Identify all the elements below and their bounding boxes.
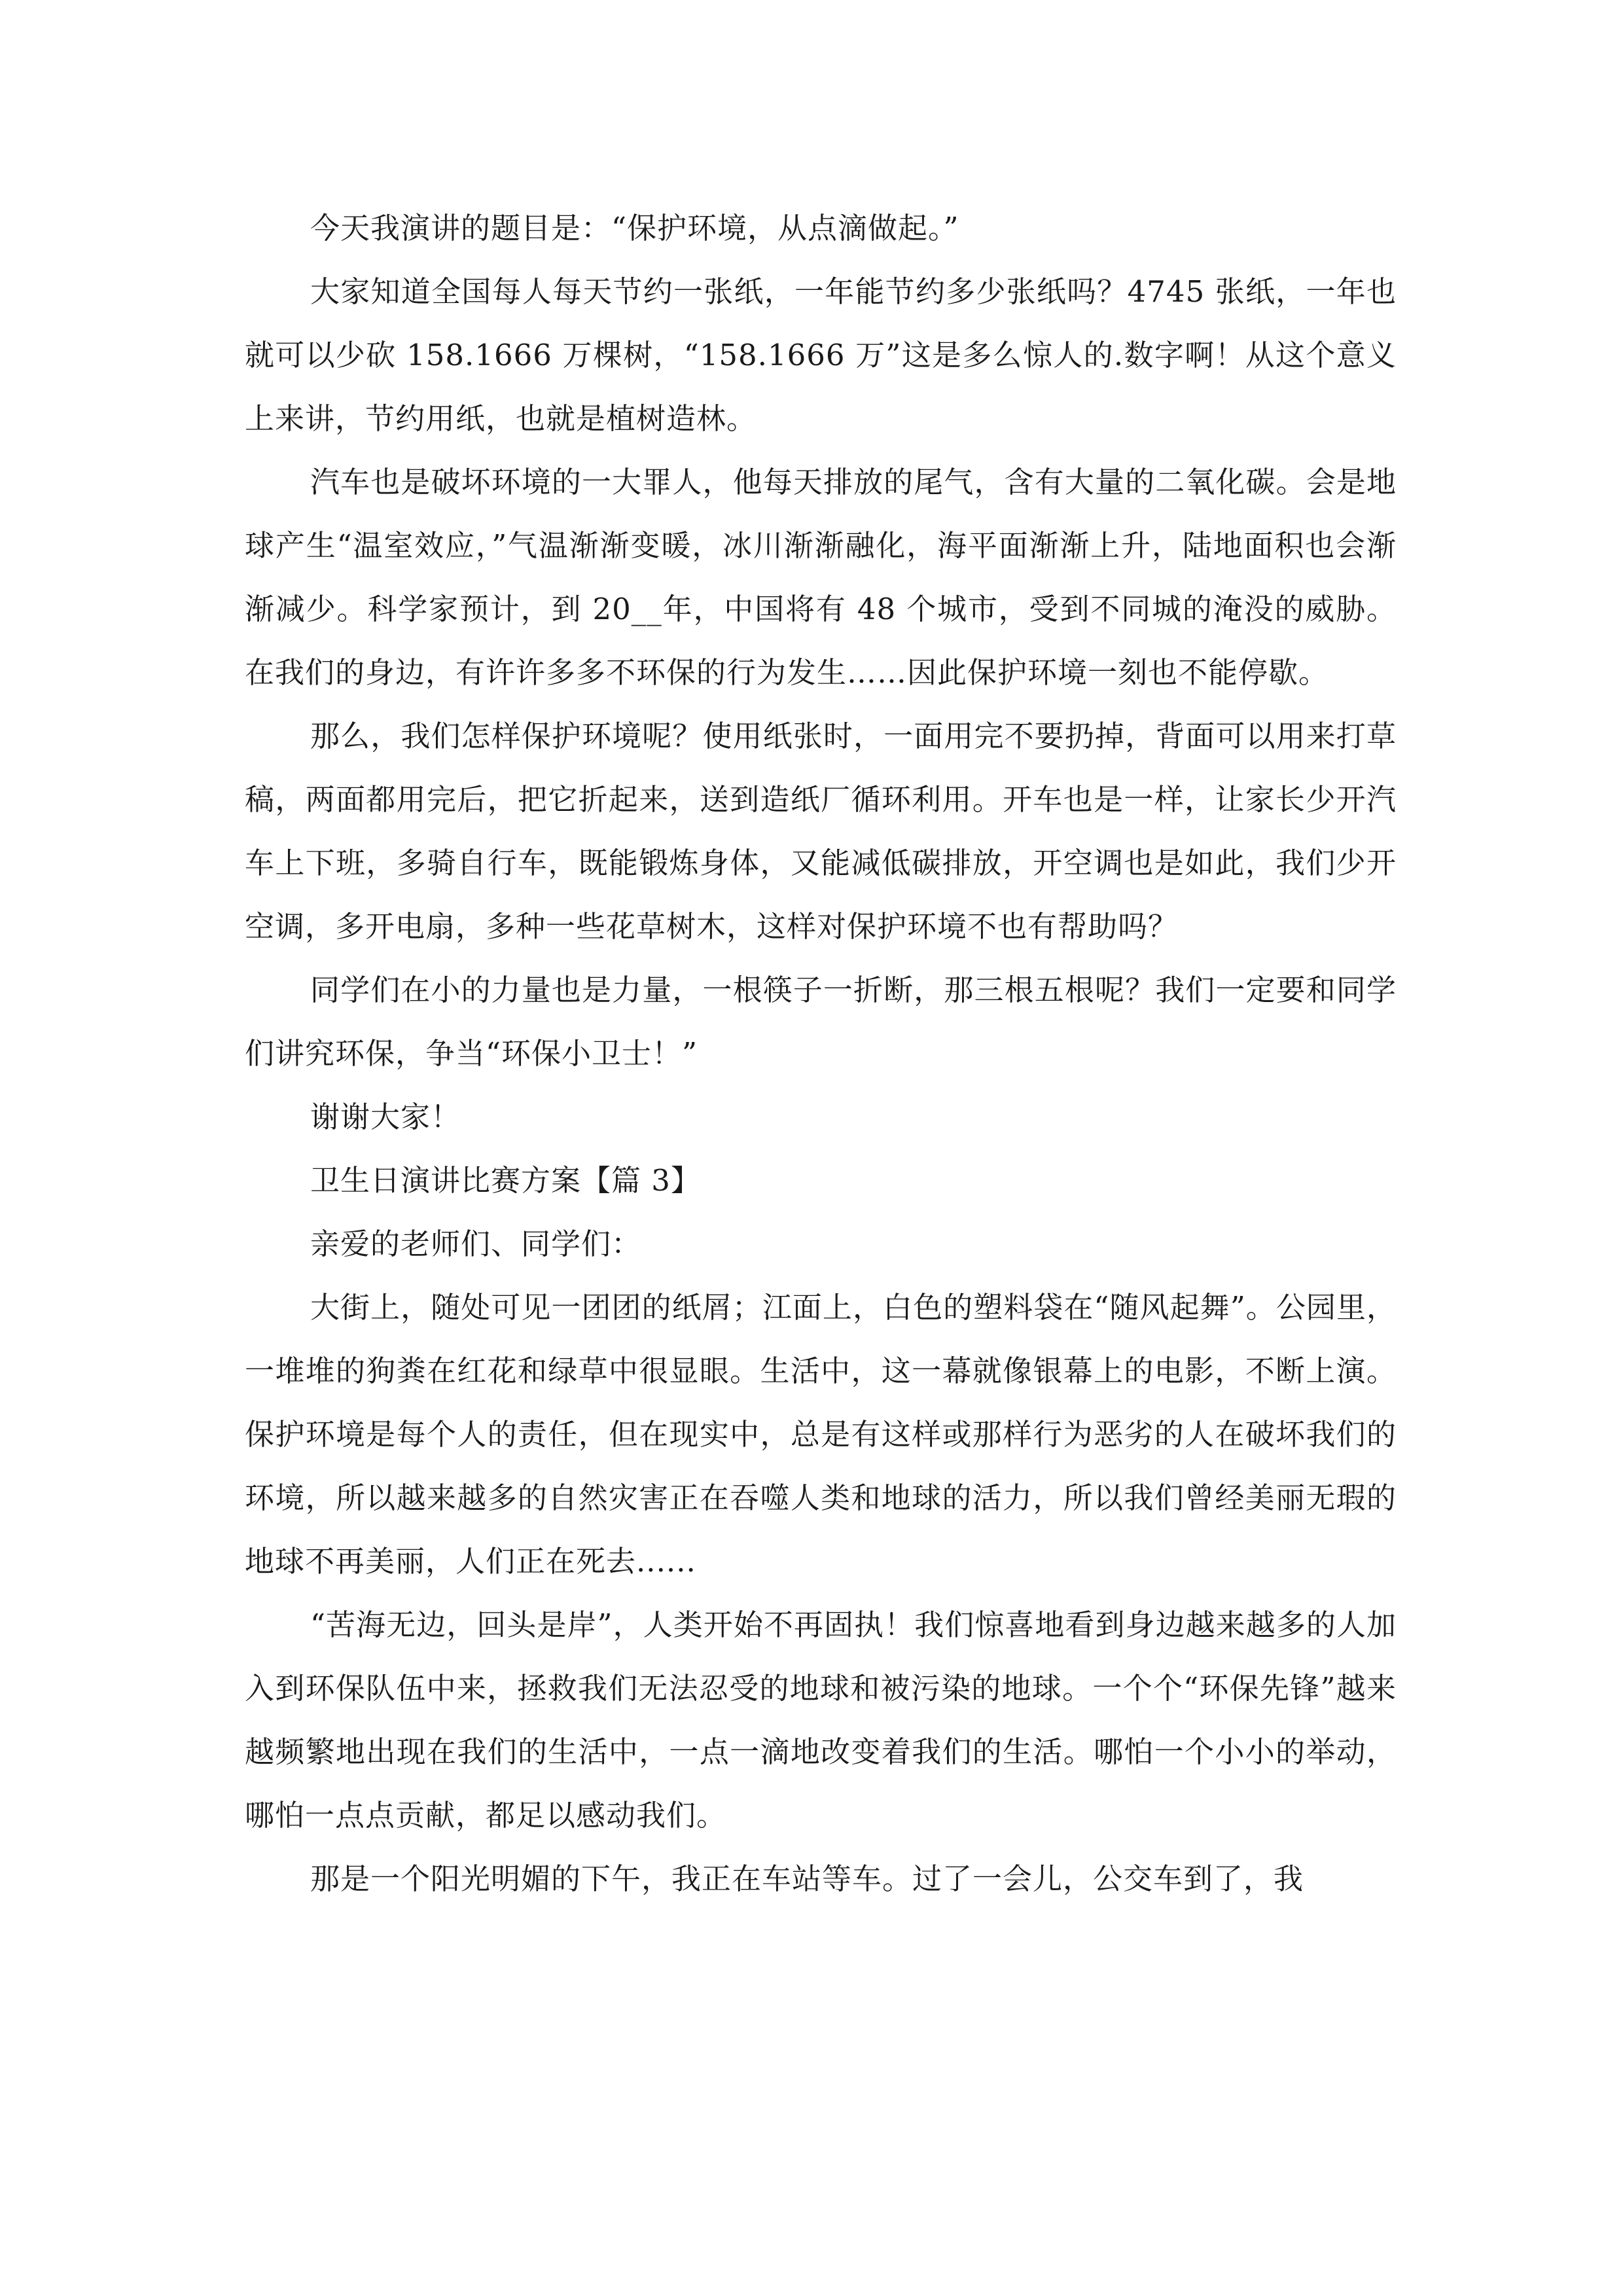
paragraph-car-emissions: 汽车也是破坏环境的一大罪人，他每天排放的尾气，含有大量的二氧化碳。会是地球产生“温室效应，”气温渐渐变暖，冰川渐渐融化，海平面渐渐上升，陆地面积也会渐渐减少。科学家预计，到 20__年，中国将有 48 个城市，受到不同城的淹没的威胁。在我们的身边，有许许多多不环保的行为发生……因此保护环境一刻也不能停歇。 [245,465,1397,690]
document-body [245,196,1397,1910]
paragraph-greeting: 亲爱的老师们、同学们： [310,1227,642,1261]
paragraph-paper-saving: 大家知道全国每人每天节约一张纸，一年能节约多少张纸吗？4745 张纸，一年也就可以少砍 158.1666 万棵树，“158.1666 万”这是多么惊人的.数字啊！从这个意义上来讲，节约用纸，也就是植树造林。 [245,274,1397,436]
paragraph-speech-title: 今天我演讲的题目是：“保护环境，从点滴做起。” [310,211,959,245]
paragraph-sunny-afternoon: 那是一个阳光明媚的下午，我正在车站等车。过了一会儿，公交车到了，我 [310,1861,1304,1896]
paragraph-how-to-protect: 那么，我们怎样保护环境呢？使用纸张时，一面用完不要扔掉，背面可以用来打草稿，两面都用完后，把它折起来，送到造纸厂循环利用。开车也是一样，让家长少开汽车上下班，多骑自行车，既能锻炼身体，又能减低碳排放，开空调也是如此，我们少开空调，多开电扇，多种一些花草树木，这样对保护环境不也有帮助吗？ [245,719,1397,944]
section-heading: 卫生日演讲比赛方案【篇 3】 [310,1163,701,1198]
paragraph-eco-pioneers: “苦海无边，回头是岸”，人类开始不再固执！我们惊喜地看到身边越来越多的人加入到环保队伍中来，拯救我们无法忍受的地球和被污染的地球。一个个“环保先锋”越来越频繁地出现在我们的生活中，一点一滴地改变着我们的生活。哪怕一个小小的举动，哪怕一点点贡献，都足以感动我们。 [245,1607,1397,1833]
paragraph-small-strength: 同学们在小的力量也是力量，一根筷子一折断，那三根五根呢？我们一定要和同学们讲究环保，争当“环保小卫士！” [245,973,1397,1071]
paragraph-street-scene: 大街上，随处可见一团团的纸屑；江面上，白色的塑料袋在“随风起舞”。公园里，一堆堆的狗粪在红花和绿草中很显眼。生活中，这一幕就像银幕上的电影，不断上演。保护环境是每个人的责任，但在现实中，总是有这样或那样行为恶劣的人在破坏我们的环境，所以越来越多的自然灾害正在吞噬人类和地球的活力，所以我们曾经美丽无瑕的地球不再美丽，人们正在死去...... [245,1290,1397,1579]
paragraph-thanks: 谢谢大家！ [310,1100,461,1134]
